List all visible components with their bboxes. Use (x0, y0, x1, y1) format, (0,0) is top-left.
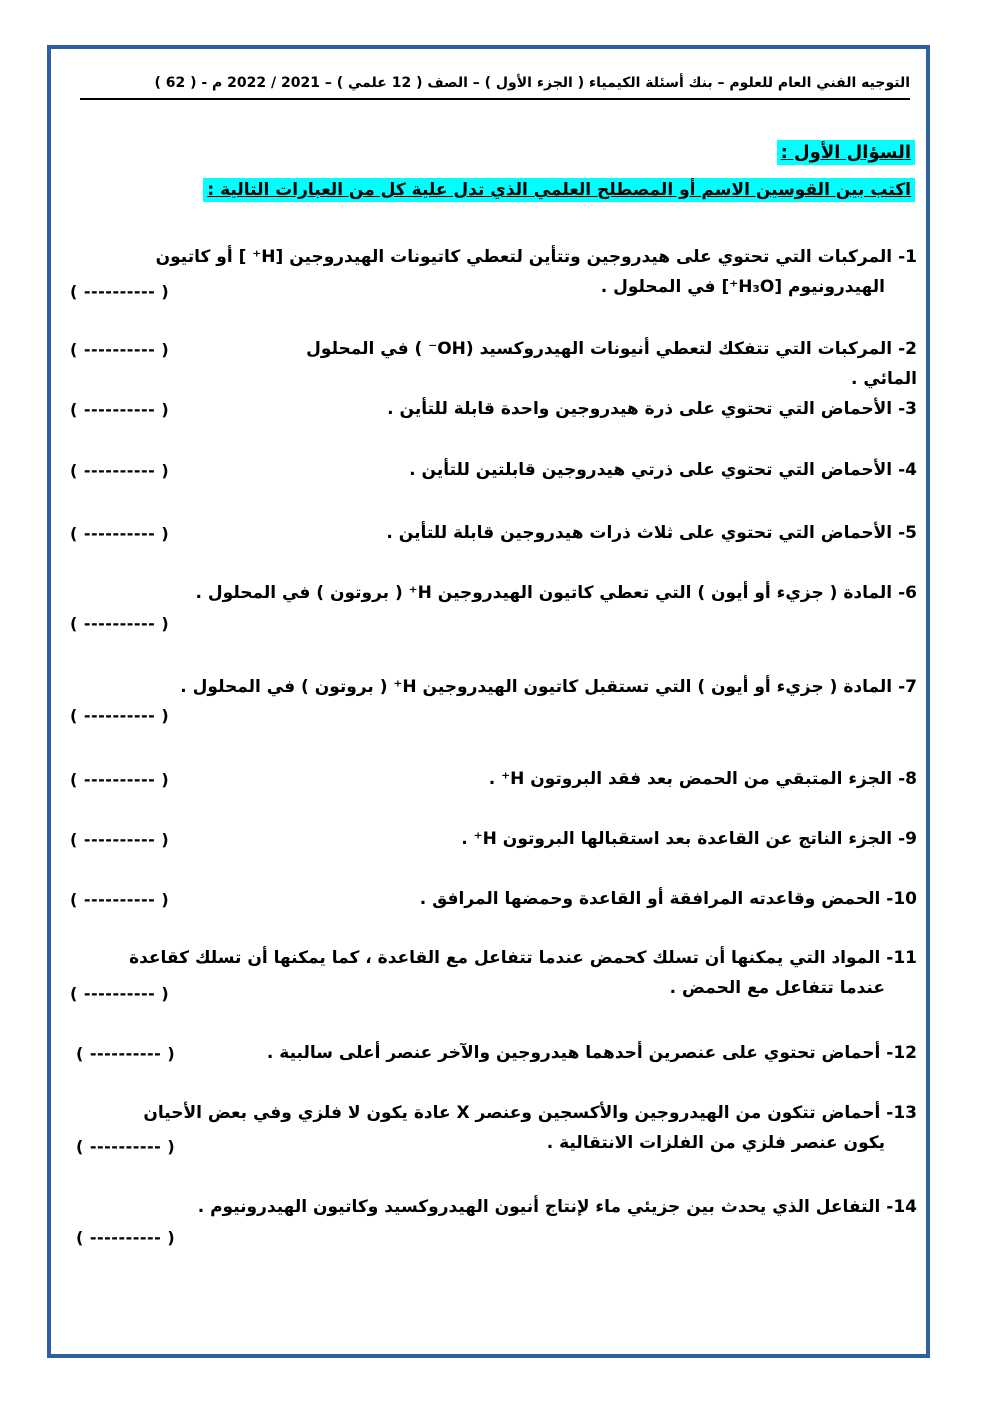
question-6 (68, 578, 917, 608)
question-text: المركبات التي تحتوي على هيدروجين وتتأين لتعطي كاتيونات الهيدروجين [H⁺ ] أو كاتيون (155, 247, 893, 267)
question-number: -2 (898, 339, 917, 359)
question-text: الأحماض التي تحتوي على ذرتي هيدروجين قابلتين للتأين . (409, 460, 893, 480)
answer-blank-4[interactable]: ( ---------- ) (70, 461, 170, 480)
question-text: الحمض وقاعدته المرافقة أو القاعدة وحمضها المرافق . (419, 889, 881, 909)
answer-blank-14[interactable]: ( ---------- ) (76, 1228, 176, 1247)
answer-blank-12[interactable]: ( ---------- ) (76, 1044, 176, 1063)
question-text-continued: عندما تتفاعل مع الحمض . (669, 978, 885, 998)
question-3 (260, 394, 917, 424)
answer-blank-11[interactable]: ( ---------- ) (70, 984, 170, 1003)
question-5 (260, 518, 917, 548)
answer-blank-1[interactable]: ( ---------- ) (70, 282, 170, 301)
question-2 (260, 334, 917, 394)
question-number: -10 (886, 889, 917, 909)
question-number: -1 (898, 247, 917, 267)
question-text: أحماض تتكون من الهيدروجين والأكسجين وعنصر X عادة يكون لا فلزي وفي بعض الأحيان (143, 1103, 881, 1123)
question-number: -6 (898, 583, 917, 603)
question-text: الأحماض التي تحتوي على ذرة هيدروجين واحدة قابلة للتأين . (387, 399, 893, 419)
question-text: التفاعل الذي يحدث بين جزيئي ماء لإنتاج أنيون الهيدروكسيد وكاتيون الهيدرونيوم . (197, 1197, 881, 1217)
question-9 (260, 824, 917, 854)
question-number: -8 (898, 769, 917, 789)
answer-blank-3[interactable]: ( ---------- ) (70, 400, 170, 419)
question-text: الجزء المتبقي من الحمض بعد فقد البروتون H⁺ . (488, 769, 893, 789)
question-11 (68, 943, 917, 1003)
question-number: -3 (898, 399, 917, 419)
question-7 (68, 672, 917, 702)
question-number: -14 (886, 1197, 917, 1217)
question-number: -4 (898, 460, 917, 480)
question-10 (260, 884, 917, 914)
question-text-continued: يكون عنصر فلزي من الفلزات الانتقالية . (546, 1133, 885, 1153)
answer-blank-6[interactable]: ( ---------- ) (70, 614, 170, 633)
answer-blank-8[interactable]: ( ---------- ) (70, 770, 170, 789)
question-12 (250, 1038, 917, 1068)
question-13 (68, 1098, 917, 1158)
question-number: -5 (898, 523, 917, 543)
section-title: السؤال الأول : (777, 140, 915, 165)
question-text: الأحماض التي تحتوي على ثلاث ذرات هيدروجين قابلة للتأين . (386, 523, 893, 543)
question-number: -13 (886, 1103, 917, 1123)
question-text: أحماض تحتوي على عنصرين أحدهما هيدروجين والآخر عنصر أعلى سالبية . (266, 1043, 881, 1063)
header-divider (80, 98, 910, 100)
question-number: -12 (886, 1043, 917, 1063)
question-14 (68, 1192, 917, 1222)
question-1 (68, 242, 917, 302)
answer-blank-7[interactable]: ( ---------- ) (70, 706, 170, 725)
answer-blank-10[interactable]: ( ---------- ) (70, 890, 170, 909)
question-4 (260, 455, 917, 485)
answer-blank-9[interactable]: ( ---------- ) (70, 830, 170, 849)
question-text-continued: الهيدرونيوم [H₃O⁺] في المحلول . (600, 277, 885, 297)
question-number: -9 (898, 829, 917, 849)
question-8 (260, 764, 917, 794)
question-text: المواد التي يمكنها أن تسلك كحمض عندما تتفاعل مع القاعدة ، كما يمكنها أن تسلك كقاعدة (129, 948, 881, 968)
answer-blank-2[interactable]: ( ---------- ) (70, 340, 170, 359)
answer-blank-5[interactable]: ( ---------- ) (70, 524, 170, 543)
question-text: الجزء الناتج عن القاعدة بعد استقبالها البروتون H⁺ . (461, 829, 893, 849)
question-number: -7 (898, 677, 917, 697)
question-text: المادة ( جزيء أو أيون ) التي تستقبل كاتيون الهيدروجين H⁺ ( بروتون ) في المحلول . (180, 677, 893, 697)
question-text: المادة ( جزيء أو أيون ) التي تعطي كاتيون الهيدروجين H⁺ ( بروتون ) في المحلول . (195, 583, 893, 603)
question-number: -11 (886, 948, 917, 968)
answer-blank-13[interactable]: ( ---------- ) (76, 1137, 176, 1156)
question-text: المركبات التي تتفكك لتعطي أنيونات الهيدروكسيد (OH⁻ ) في المحلول المائي . (306, 339, 917, 389)
page-header: التوجيه الفني العام للعلوم – بنك أسئلة الكيمياء ( الجزء الأول ) – الصف ( 12 علمي ) – 2021 / 2022 م - ( 62 ) (154, 75, 910, 91)
section-instruction: اكتب بين القوسين الاسم أو المصطلح العلمي الذي تدل علية كل من العبارات التالية : (203, 178, 915, 202)
